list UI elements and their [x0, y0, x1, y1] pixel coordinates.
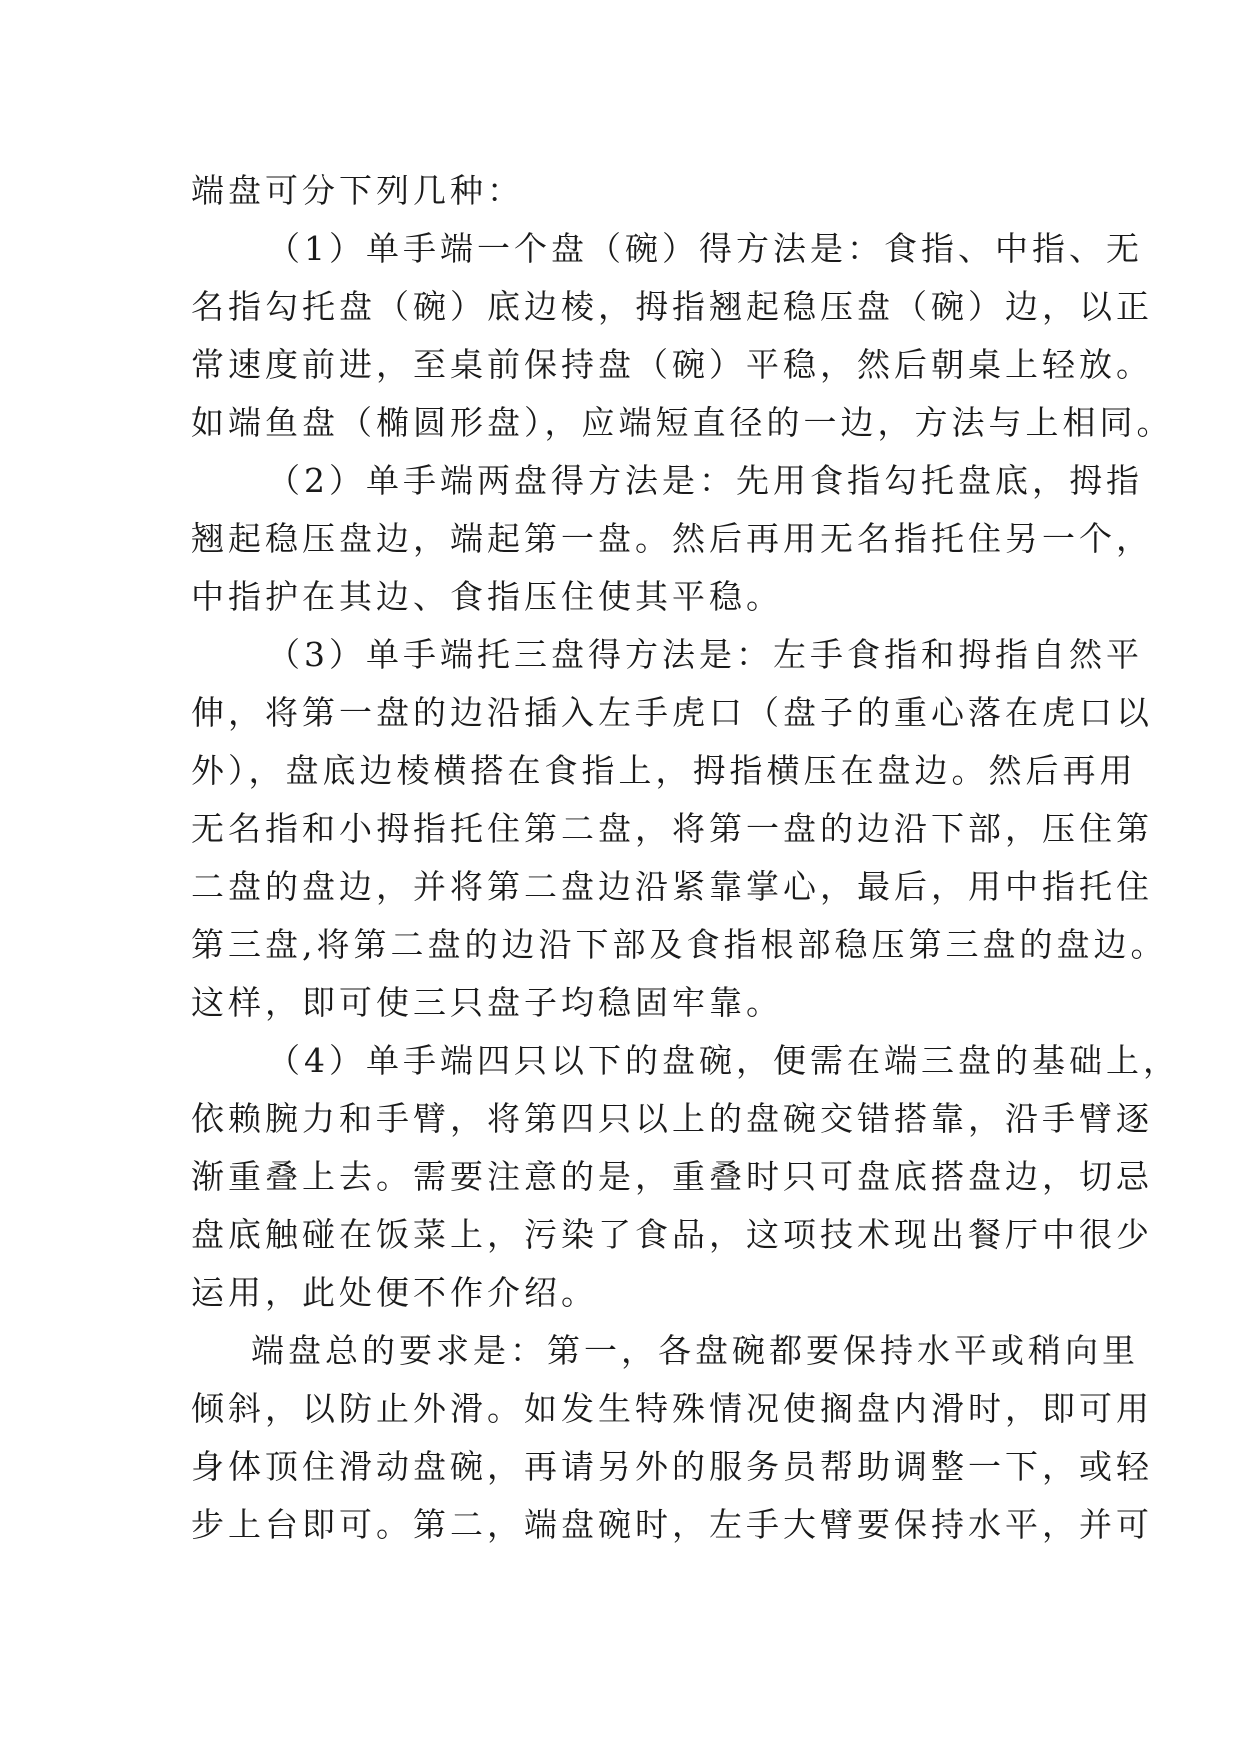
paragraph-line: 渐重叠上去。需要注意的是，重叠时只可盘底搭盘边，切忌	[191, 1157, 1153, 1196]
paragraph-line: （1）单手端一个盘（碗）得方法是：食指、中指、无	[267, 229, 1143, 268]
paragraph-line: 依赖腕力和手臂，将第四只以上的盘碗交错搭靠，沿手臂逐	[191, 1099, 1153, 1138]
paragraph-line: （4）单手端四只以下的盘碗，便需在端三盘的基础上，	[267, 1041, 1180, 1080]
paragraph-line: 身体顶住滑动盘碗，再请另外的服务员帮助调整一下，或轻	[191, 1447, 1153, 1486]
paragraph-line: 步上台即可。第二，端盘碗时，左手大臂要保持水平，并可	[191, 1505, 1153, 1544]
paragraph-line: 第三盘,将第二盘的边沿下部及食指根部稳压第三盘的盘边。	[191, 925, 1168, 964]
paragraph-line: 外），盘底边棱横搭在食指上，拇指横压在盘边。然后再用	[191, 751, 1137, 790]
paragraph-line: 如端鱼盘（椭圆形盘），应端短直径的一边，方法与上相同。	[191, 403, 1174, 442]
paragraph-line: 翘起稳压盘边，端起第一盘。然后再用无名指托住另一个，	[191, 519, 1153, 558]
paragraph-line: （2）单手端两盘得方法是：先用食指勾托盘底，拇指	[267, 461, 1143, 500]
paragraph-line: 这样，即可使三只盘子均稳固牢靠。	[191, 983, 783, 1022]
paragraph-line: 中指护在其边、食指压住使其平稳。	[191, 577, 783, 616]
paragraph-line: 常速度前进，至桌前保持盘（碗）平稳，然后朝桌上轻放。	[191, 345, 1153, 384]
paragraph-line: 名指勾托盘（碗）底边棱，拇指翘起稳压盘（碗）边，以正	[191, 287, 1153, 326]
paragraph-line: 无名指和小拇指托住第二盘，将第一盘的边沿下部，压住第	[191, 809, 1153, 848]
paragraph-line: （3）单手端托三盘得方法是：左手食指和拇指自然平	[267, 635, 1143, 674]
paragraph-line: 端盘总的要求是：第一，各盘碗都要保持水平或稍向里	[251, 1331, 1139, 1370]
document-body	[191, 162, 1180, 1554]
paragraph-line: 盘底触碰在饭菜上，污染了食品，这项技术现出餐厅中很少	[191, 1215, 1153, 1254]
paragraph-line: 伸，将第一盘的边沿插入左手虎口（盘子的重心落在虎口以	[191, 693, 1153, 732]
paragraph-line: 端盘可分下列几种：	[191, 171, 524, 210]
paragraph-line: 倾斜，以防止外滑。如发生特殊情况使搁盘内滑时，即可用	[191, 1389, 1153, 1428]
paragraph-line: 二盘的盘边，并将第二盘边沿紧靠掌心，最后，用中指托住	[191, 867, 1153, 906]
paragraph-line: 运用，此处便不作介绍。	[191, 1273, 598, 1312]
